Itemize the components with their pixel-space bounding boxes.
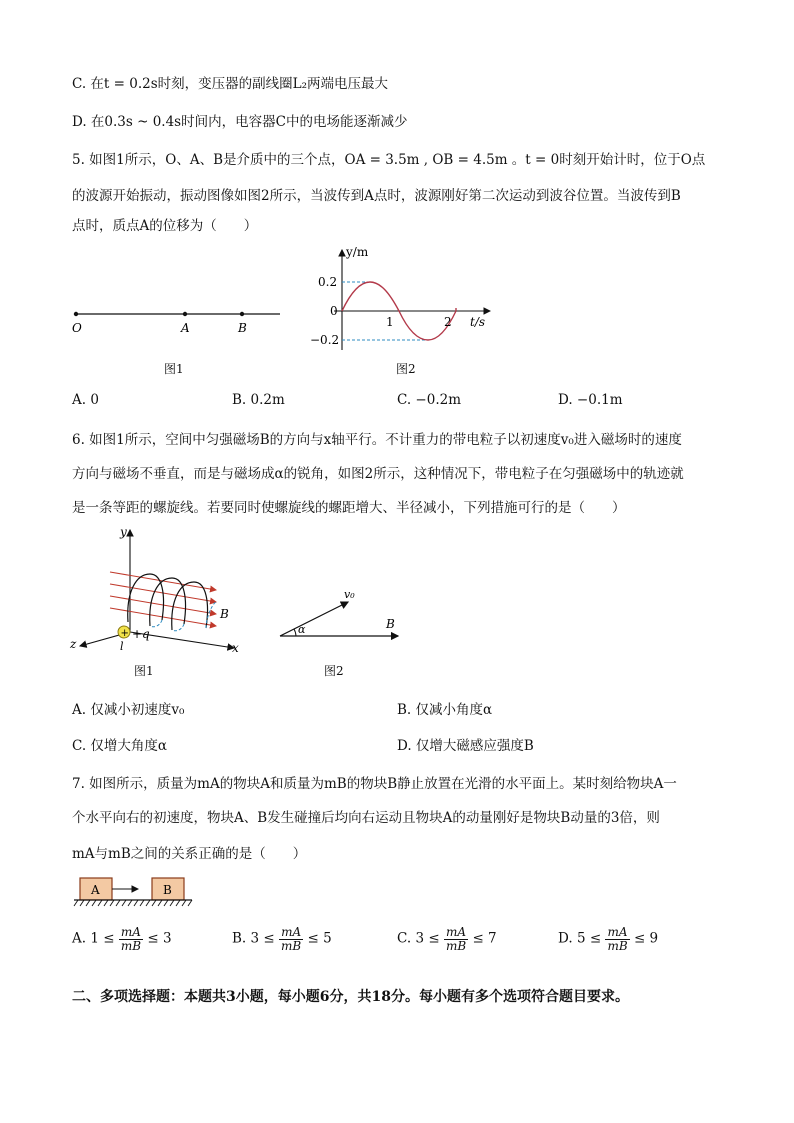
q6-option-c: C. 仅增大角度α <box>72 738 168 754</box>
q7-frac-num: mA <box>444 926 468 940</box>
q7-option-d-fraction <box>605 926 629 952</box>
q7-ground-hatch <box>74 900 192 906</box>
q7-option-c-low: 3 ≤ <box>415 930 440 947</box>
q7-figure <box>72 874 196 914</box>
q4-option-d: D. 在0.3s ~ 0.4s时间内，电容器C中的电场能逐渐减少 <box>72 114 408 130</box>
q6-l-label: l <box>120 640 124 653</box>
q6-fig2-b-label: B <box>386 617 395 631</box>
q5-figure2 <box>304 244 496 356</box>
q5-stem-line3: 点时，质点A的位移为（ ） <box>72 218 258 234</box>
q7-option-b-low: 3 ≤ <box>250 930 275 947</box>
q4-option-c: C. 在t = 0.2s时刻，变压器的副线圈L₂两端电压最大 <box>72 76 389 92</box>
q6-option-b: B. 仅减小角度α <box>397 702 493 718</box>
q5-point-b: B <box>238 321 247 335</box>
q6-fig2-caption: 图2 <box>324 664 344 678</box>
q7-frac-den: mB <box>281 938 302 953</box>
q7-stem-line2: 个水平向右的初速度，物块A、B发生碰撞后均向右运动且物块A的动量刚好是物块B动量的3倍，则 <box>72 810 660 826</box>
q6-figure1 <box>66 522 248 658</box>
q6-helix-loop <box>172 582 208 630</box>
q5-xtick-1: 1 <box>386 315 394 329</box>
q6-stem-line1: 6. 如图1所示，空间中匀强磁场B的方向与x轴平行。不计重力的带电粒子以初速度v₀进入磁场时的速度 <box>72 432 682 448</box>
q6-helix-loop <box>150 578 186 626</box>
q7-block-b-label: B <box>163 883 172 897</box>
q5-option-b: B. 0.2m <box>232 392 285 408</box>
q5-fig2-caption: 图2 <box>396 362 416 376</box>
q7-option-a-high: ≤ 3 <box>147 930 172 947</box>
q5-stem-line1: 5. 如图1所示，O、A、B是介质中的三个点，OA = 3.5m , OB = 4.5m 。t = 0时刻开始计时，位于O点 <box>72 152 706 168</box>
q7-option-a-label: A. <box>72 930 87 947</box>
q6-stem-line2: 方向与磁场不垂直，而是与磁场成α的锐角，如图2所示，这种情况下，带电粒子在匀强磁场中的轨迹就 <box>72 466 684 482</box>
q6-charge-sign: + <box>120 628 129 639</box>
q5-point-a: A <box>181 321 190 335</box>
q6-figure2 <box>274 586 404 646</box>
q6-angle-arc <box>294 629 296 636</box>
q6-option-a: A. 仅减小初速度v₀ <box>72 702 185 718</box>
q5-xtick-2: 2 <box>444 315 452 329</box>
q7-option-b-fraction <box>279 926 303 952</box>
q7-frac-den: mB <box>445 938 467 953</box>
q7-option-c-label: C. <box>397 930 412 947</box>
q7-option-b-label: B. <box>232 930 247 947</box>
q6-v0-label: v₀ <box>344 588 355 601</box>
q6-option-d: D. 仅增大磁感应强度B <box>397 738 534 754</box>
q7-option-d-low: 5 ≤ <box>576 930 602 947</box>
q5-option-a: A. 0 <box>72 392 99 408</box>
q6-alpha-label: α <box>298 623 306 636</box>
q7-frac-den: mB <box>607 938 628 953</box>
q6-helix-back <box>150 620 162 627</box>
q5-ytick-neg: −0.2 <box>310 333 340 347</box>
q6-x-label: x <box>232 641 239 655</box>
q7-option-b-high: ≤ 5 <box>307 930 332 947</box>
q7-option-c-fraction <box>444 926 468 952</box>
q5-option-d: D. −0.1m <box>558 392 623 408</box>
q5-ylabel: y/m <box>346 245 369 259</box>
q5-ytick-pos: 0.2 <box>318 275 338 289</box>
section2-heading: 二、多项选择题：本题共3小题，每小题6分，共18分。每小题有多个选项符合题目要求。 <box>72 989 629 1005</box>
q7-option-a <box>72 926 172 952</box>
q5-xlabel: t/s <box>470 315 486 329</box>
q7-frac-num: mA <box>279 926 303 940</box>
q6-fig1-caption: 图1 <box>134 664 154 678</box>
q5-stem-line2: 的波源开始振动，振动图像如图2所示，当波传到A点时，波源刚好第二次运动到波谷位置。当波传到B <box>72 188 681 204</box>
q7-option-c <box>397 926 497 952</box>
q7-option-c-high: ≤ 7 <box>472 930 497 947</box>
q7-frac-num: mA <box>605 926 629 940</box>
q7-option-b <box>232 926 332 952</box>
q6-v0-vector <box>280 602 348 636</box>
q5-point-o: O <box>72 321 82 335</box>
q5-figure1 <box>68 300 288 340</box>
q6-y-label: y <box>120 525 127 539</box>
q6-stem-line3: 是一条等距的螺旋线。若要同时使螺旋线的螺距增大、半径减小，下列措施可行的是（ ） <box>72 500 626 516</box>
q6-helix-back <box>172 624 184 631</box>
q5-fig1-caption: 图1 <box>164 362 184 376</box>
q6-z-label: z <box>70 637 77 651</box>
q7-option-a-low: 1 ≤ <box>90 930 115 947</box>
q7-option-d <box>558 926 658 952</box>
q7-option-d-label: D. <box>558 930 573 947</box>
q5-ytick-zero: 0 <box>330 304 338 318</box>
q7-stem-line1: 7. 如图所示，质量为mA的物块A和质量为mB的物块B静止放置在光滑的水平面上。某时刻给物块A一 <box>72 776 677 792</box>
q6-helix-loop <box>128 574 164 622</box>
q7-option-a-fraction <box>119 926 143 952</box>
q6-b-label: B <box>220 607 229 621</box>
q7-frac-den: mB <box>120 938 142 953</box>
q5-option-c: C. −0.2m <box>397 392 462 408</box>
q6-charge-label: +q <box>132 627 150 641</box>
q7-block-a-label: A <box>91 883 100 897</box>
q7-option-d-high: ≤ 9 <box>633 930 659 947</box>
q7-stem-line3: mA与mB之间的关系正确的是（ ） <box>72 846 307 862</box>
q7-frac-num: mA <box>119 926 143 940</box>
